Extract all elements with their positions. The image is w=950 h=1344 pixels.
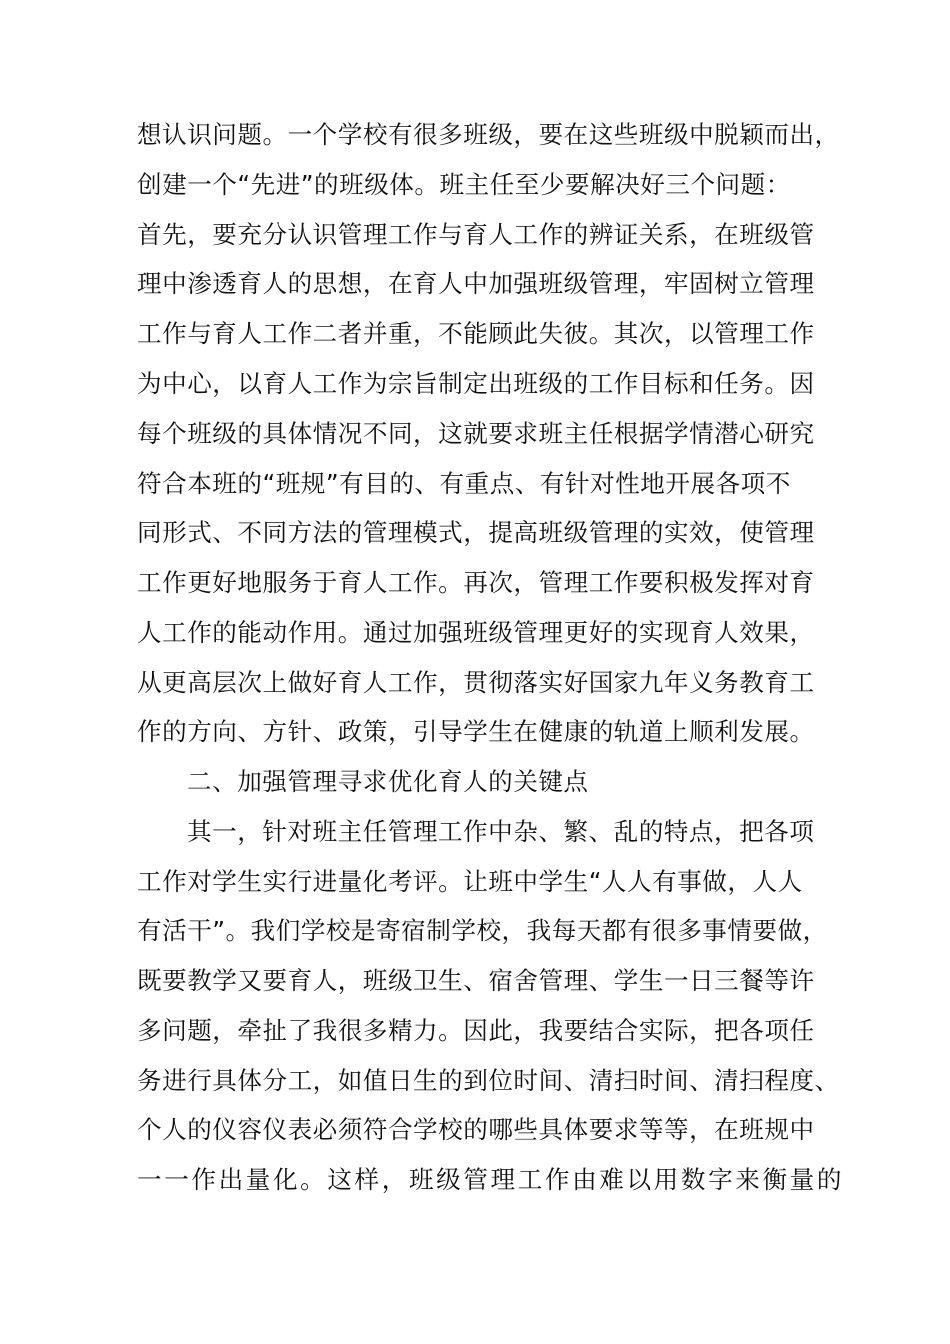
text-line: 同形式、不同方法的管理模式，提高班级管理的实效，使管理 <box>137 518 815 547</box>
text-line: 既要教学又要育人，班级卫生、宿舍管理、学生一日三餐等许 <box>137 966 815 995</box>
paragraph-first-line: 其一，针对班主任管理工作中杂、繁、乱的特点，把各项 <box>187 817 815 846</box>
text-line: 务进行具体分工，如值日生的到位时间、清扫时间、清扫程度、 <box>137 1066 840 1095</box>
text-line: 工作更好地服务于育人工作。再次，管理工作要积极发挥对育 <box>137 568 815 597</box>
text-line: 作的方向、方针、政策，引导学生在健康的轨道上顺利发展。 <box>137 717 815 746</box>
text-line: 工作对学生实行进量化考评。让班中学生“人人有事做，人人 <box>137 867 803 896</box>
text-line: 首先，要充分认识管理工作与育人工作的辨证关系，在班级管 <box>137 220 815 249</box>
text-line: 人工作的能动作用。通过加强班级管理更好的实现育人效果， <box>137 618 815 647</box>
text-line: 一一作出量化。这样，班级管理工作由难以用数字来衡量的 <box>137 1165 845 1194</box>
text-line: 理中渗透育人的思想，在育人中加强班级管理，牢固树立管理 <box>137 269 815 298</box>
text-line: 工作与育人工作二者并重，不能顾此失彼。其次，以管理工作 <box>137 319 815 348</box>
text-line: 想认识问题。一个学校有很多班级，要在这些班级中脱颖而出， <box>137 120 840 149</box>
text-line: 个人的仪容仪表必须符合学校的哪些具体要求等等，在班规中 <box>137 1115 815 1144</box>
text-line: 符合本班的“班规”有目的、有重点、有针对性地开展各项不 <box>137 469 791 498</box>
text-line: 多问题，牵扯了我很多精力。因此，我要结合实际，把各项任 <box>137 1016 815 1045</box>
text-line: 创建一个“先进”的班级体。班主任至少要解决好三个问题： <box>137 170 791 199</box>
text-line: 有活干”。我们学校是寄宿制学校，我每天都有很多事情要做， <box>137 916 828 945</box>
text-line: 每个班级的具体情况不同，这就要求班主任根据学情潜心研究 <box>137 419 815 448</box>
text-line: 为中心，以育人工作为宗旨制定出班级的工作目标和任务。因 <box>137 369 815 398</box>
text-line: 从更高层次上做好育人工作，贯彻落实好国家九年义务教育工 <box>137 668 815 697</box>
section-heading: 二、加强管理寻求优化育人的关键点 <box>187 767 589 796</box>
